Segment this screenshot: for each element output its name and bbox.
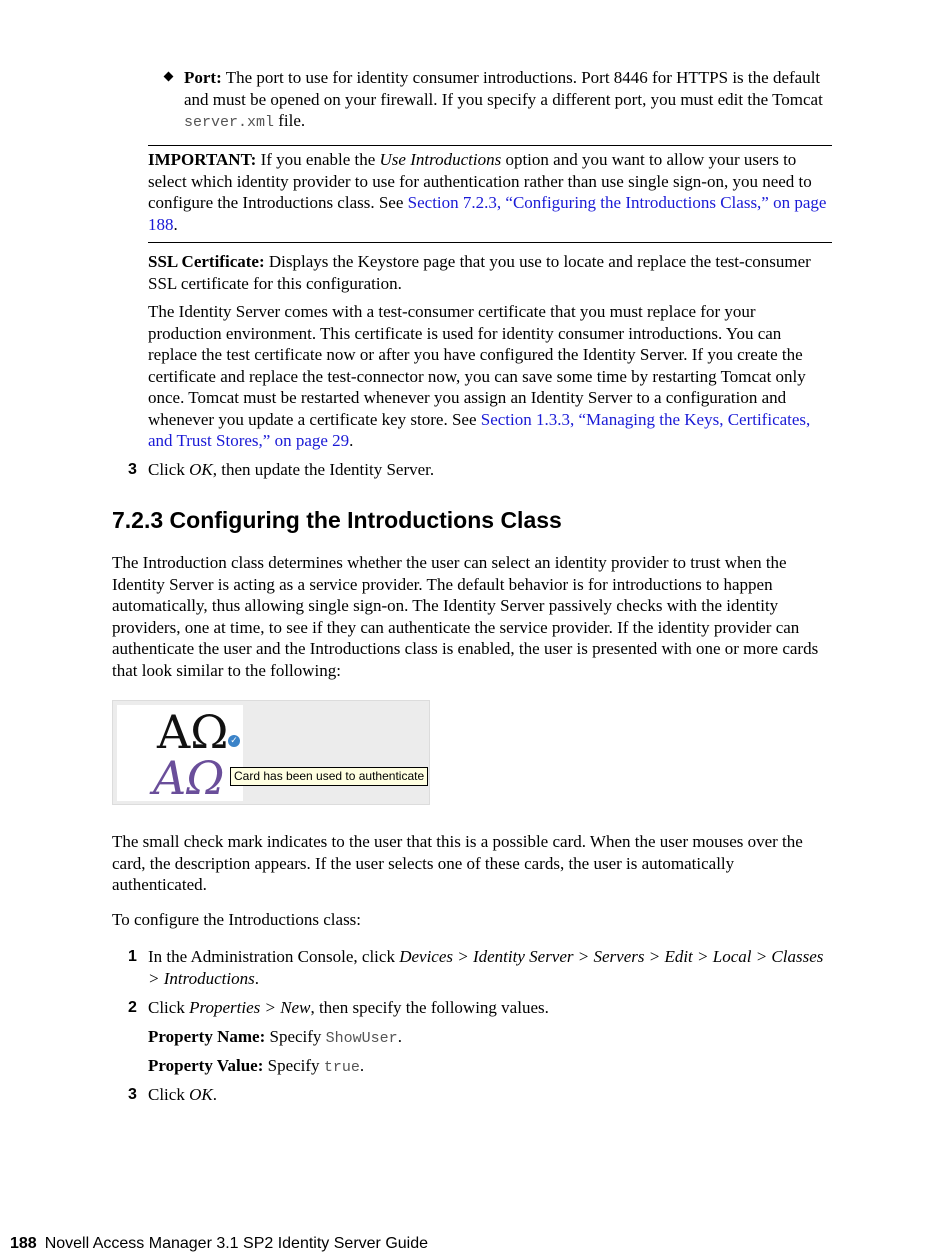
ssl-certificate-text: Displays the Keystore page that you use to locate and replace the test-consumer SSL certificate for this configuration. [148,252,811,293]
step-pre: In the Administration Console, click [148,947,400,966]
port-bullet [165,67,835,134]
console-path: Devices > Identity Server > Servers > Edit > Local > Classes > Introductions [148,947,824,988]
ssl-certificate-label: SSL Certificate: [148,252,265,271]
introductions-paragraph: The Introduction class determines whether the user can select an identity provider to trust when the Identity Server is acting as a service provider. The default behavior is for introductions to happen automatically, thus allowing single sign-on. The Identity Server passively checks with the identity providers, one at time, to see if they can authenticate the service provider. If the identity provider can authenticate the user and the Introductions class is enabled, the user is presented with one or more cards that look similar to the following: [112,553,819,680]
port-label: Port: [184,68,222,87]
identity-card[interactable] [117,705,243,805]
page-number: 188 [10,1235,37,1252]
ssl-paragraph-text: The Identity Server comes with a test-consumer certificate that you must replace for your production environment. This certificate is used for identity consumer introductions. You can replace the test certificate now or after you have configured the Identity Server. If you create the certificate and replace the test-connector now, you can save some time by restarting Tomcat only once. Tomcat must be restarted whenever you assign an Identity Server to a configuration and whenever you update a certificate key store. See [148,302,806,429]
port-description-end: file. [274,111,306,130]
step-1 [112,946,832,989]
check-mark-paragraph: The small check mark indicates to the user that this is a possible card. When the user mouses over the card, the description appears. If the user selects one of these cards, the user is automatically authenticated. [112,832,803,894]
important-text: If you enable the [256,150,380,169]
property-name-label: Property Name: [148,1027,266,1046]
ok-term: OK [189,1085,213,1104]
step-post: , then specify the following values. [310,998,549,1017]
step-2 [112,997,832,1019]
step-number: 1 [128,948,137,965]
card-tooltip: Card has been used to authenticate [230,767,428,786]
step-post: . [254,968,259,988]
step-post: . [212,1085,217,1104]
step-pre: Click [148,1085,190,1104]
property-value-end: . [359,1056,365,1075]
port-description: The port to use for identity consumer introductions. Port 8446 for HTTPS is the default and must be opened on your firewall. If you specify a different port, you must edit the Tomcat [184,68,823,109]
step-click-ok-update [112,459,832,481]
guide-title: Novell Access Manager 3.1 SP2 Identity Server Guide [44,1235,429,1252]
section-heading: 7.2.3 Configuring the Introductions Class [112,507,562,533]
step-number: 2 [128,999,137,1016]
property-name [148,1026,832,1050]
property-value-label: Property Value: [148,1056,264,1075]
card-logo-icon: AΩ [157,705,229,759]
section-7-2-3-link[interactable]: Section 7.2.3, “Configuring the Introductions Class,” on page 188 [148,193,827,234]
use-introductions-option: Use Introductions [379,150,502,169]
property-value [148,1055,832,1079]
note-rule-top [148,145,832,146]
configure-intro-paragraph: To configure the Introductions class: [112,910,362,929]
property-value-code: true [323,1059,360,1076]
step-pre: Click [148,460,190,479]
port-bullet-text [184,67,835,134]
properties-path: Properties > New [189,998,311,1017]
ssl-certificate-item [148,251,832,294]
property-name-code: ShowUser [325,1030,398,1047]
page-footer [10,1234,910,1254]
important-label: IMPORTANT: [148,150,257,169]
section-1-3-3-link[interactable]: Section 1.3.3, “Managing the Keys, Certificates, and Trust Stores,” on page 29 [148,409,811,450]
important-text-end: . [173,214,178,234]
bullet-diamond-icon [164,72,174,82]
step-text [148,946,832,989]
important-note [148,149,832,235]
property-value-text: Specify [263,1056,324,1075]
step-text [148,1084,832,1106]
server-xml-code: server.xml [184,114,275,131]
card-logo-reflection-icon: AΩ [153,751,225,805]
check-mark-icon: ✓ [228,735,240,747]
ok-term: OK [189,460,213,479]
property-name-end: . [397,1027,402,1046]
step-text [148,997,832,1019]
step-pre: Click [148,998,190,1017]
note-rule-bottom [148,242,832,243]
step-number: 3 [128,461,137,478]
card-figure [112,700,430,805]
step-text [148,459,832,481]
ssl-paragraph [148,301,832,452]
step-3 [112,1084,832,1106]
step-number: 3 [128,1086,137,1103]
step-post: , then update the Identity Server. [212,460,435,479]
ssl-paragraph-end: . [349,431,354,450]
property-name-text: Specify [265,1027,326,1046]
important-text-2: option and you want to allow your users to select which identity provider to use for authentication rather than use single sign-on, you need to configure the Introductions class. See [148,150,812,212]
